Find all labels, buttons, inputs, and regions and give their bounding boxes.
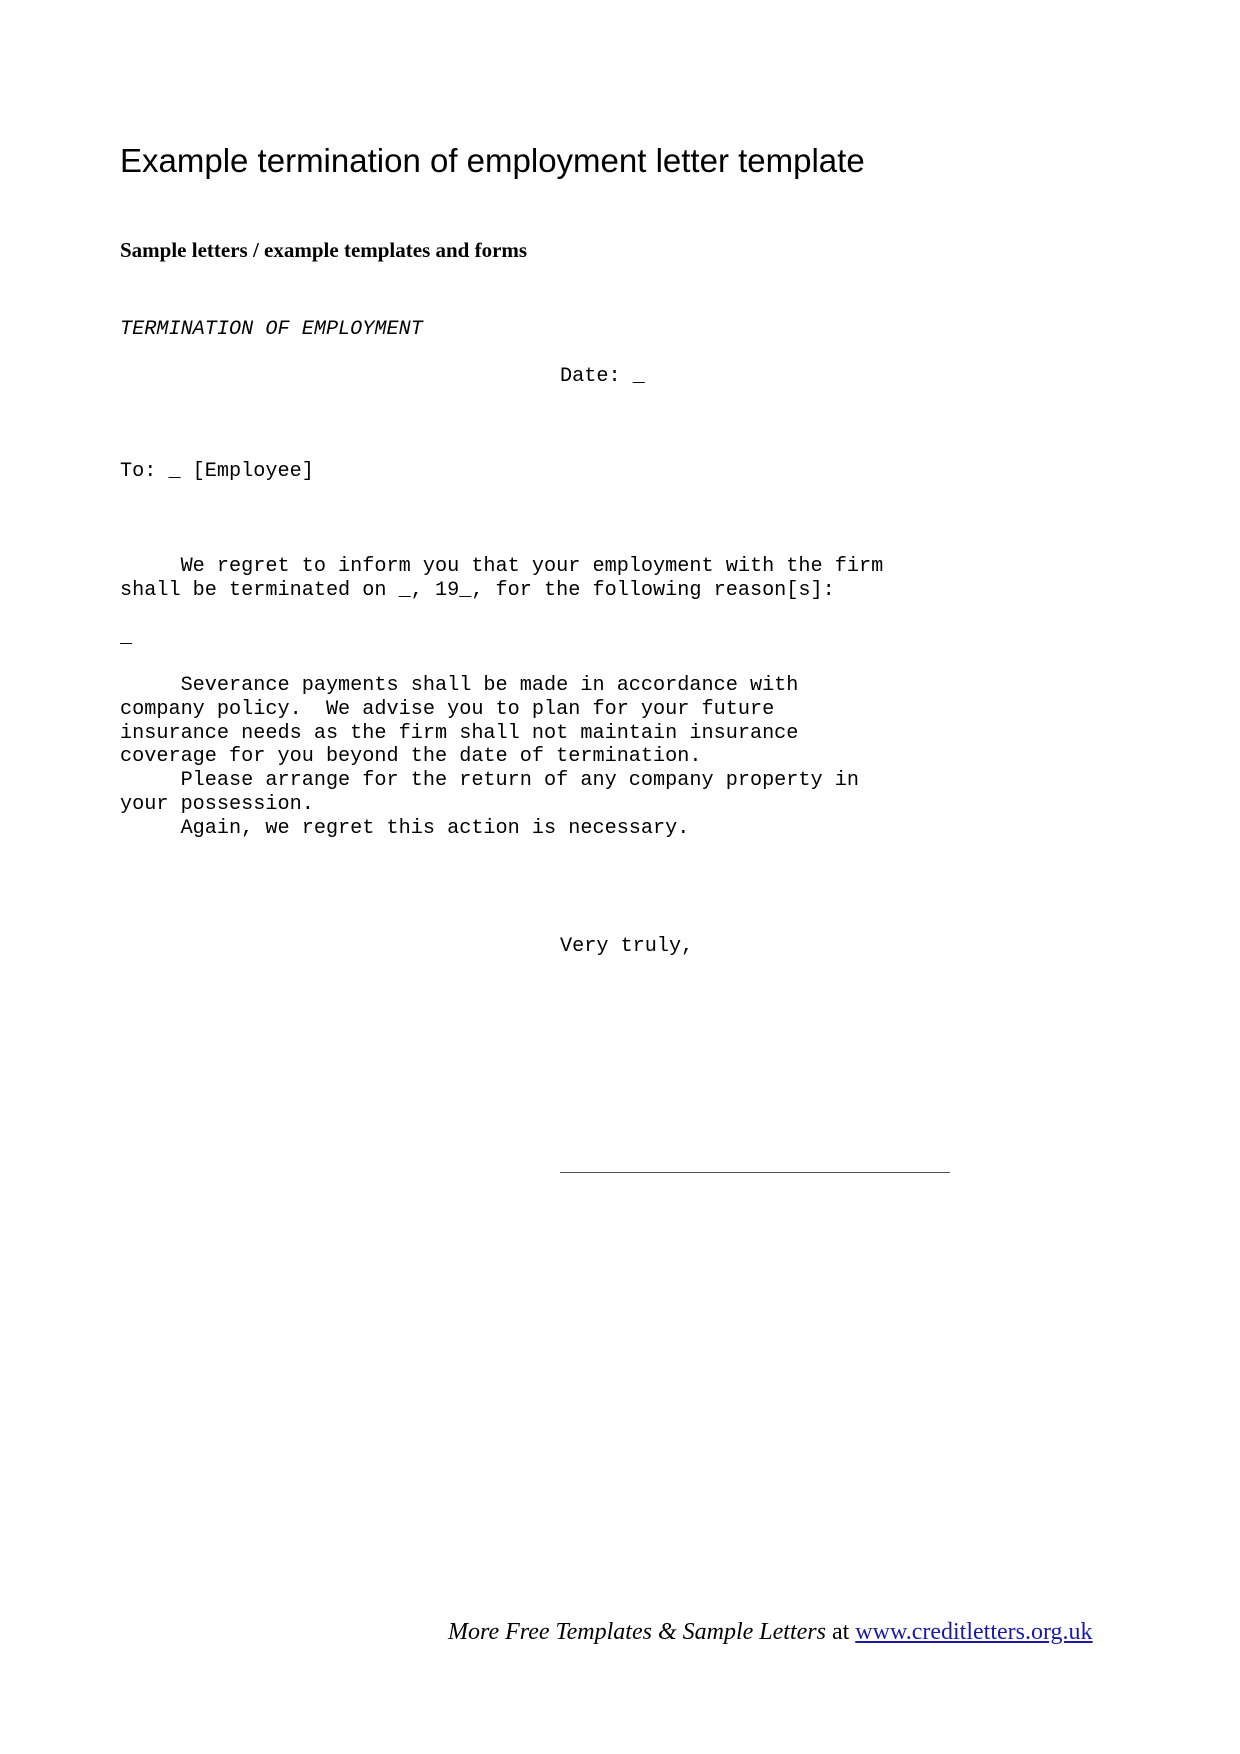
recipient-line: To: _ [Employee] — [120, 460, 314, 483]
footer-promo-text: More Free Templates & Sample Letters — [448, 1619, 826, 1645]
footer-website-link[interactable]: www.creditletters.org.uk — [855, 1619, 1093, 1645]
reason-blank: _ — [120, 626, 133, 649]
signature-line — [560, 1172, 950, 1173]
document-title: Example termination of employment letter template — [120, 142, 865, 179]
closing-line: Very truly, — [560, 935, 694, 958]
footer-connector: at — [825, 1619, 856, 1645]
termination-paragraph: We regret to inform you that your employment with the firm shall be terminated on _, 19_, for the following reason[s]: — [120, 555, 884, 602]
date-line: Date: _ — [560, 365, 645, 388]
document-subtitle: Sample letters / example templates and forms — [120, 238, 528, 262]
footer — [448, 1617, 1093, 1647]
letter-heading: TERMINATION OF EMPLOYMENT — [120, 318, 423, 341]
severance-paragraph: Severance payments shall be made in accordance with company policy. We advise you to plan for your future insurance needs as the firm shall not maintain insurance coverage for you beyond the date of termination. Please arrange for the return of any company property in your possession. Again, we regret this action is necessary. — [120, 674, 859, 840]
